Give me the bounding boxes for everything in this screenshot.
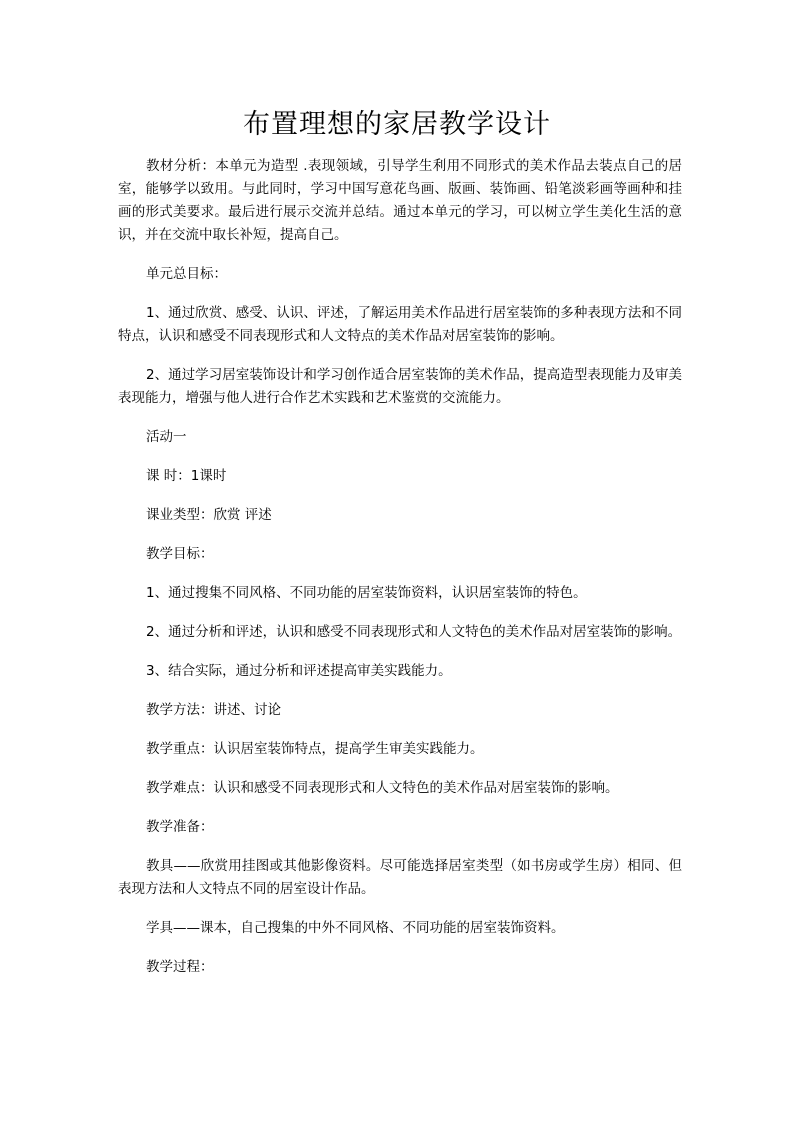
paragraph-teaching-goals-heading: 教学目标： [146, 546, 214, 562]
paragraph-unit-goal-2: 2、通过学习居室装饰设计和学习创作适合居室装饰的美术作品，提高造型表现能力及审美表现能力，增强与他人进行合作艺术实践和艺术鉴赏的交流能力。 [118, 367, 682, 406]
paragraph-learning-aids: 学具——课本，自己搜集的中外不同风格、不同功能的居室装饰资料。 [146, 920, 565, 936]
paragraph-class-hours: 课 时：1课时 [146, 468, 227, 484]
paragraph-teaching-method: 教学方法：讲述、讨论 [146, 702, 281, 718]
paragraph-teaching-goal-3: 3、结合实际，通过分析和评述提高审美实践能力。 [146, 663, 452, 679]
paragraph-difficulty: 教学难点：认识和感受不同表现形式和人文特色的美术作品对居室装饰的影响。 [146, 780, 619, 796]
paragraph-unit-goals-heading: 单元总目标： [146, 266, 227, 282]
paragraph-preparation-heading: 教学准备： [146, 819, 214, 835]
paragraph-teaching-aids: 教具——欣赏用挂图或其他影像资料。尽可能选择居室类型（如书房或学生房）相同、但表现方法和人文特点不同的居室设计作品。 [118, 858, 682, 897]
paragraph-teaching-goal-1: 1、通过搜集不同风格、不同功能的居室装饰资料，认识居室装饰的特色。 [146, 585, 587, 601]
document-title: 布置理想的家居教学设计 [243, 109, 551, 140]
paragraph-teaching-goal-2: 2、通过分析和评述，认识和感受不同表现形式和人文特色的美术作品对居室装饰的影响。 [146, 624, 682, 640]
paragraph-key-point: 教学重点：认识居室装饰特点，提高学生审美实践能力。 [146, 741, 484, 757]
paragraph-lesson-type: 课业类型：欣赏 评述 [146, 507, 272, 523]
paragraph-process-heading: 教学过程： [146, 959, 214, 975]
paragraph-textbook-analysis: 教材分析：本单元为造型 .表现领域，引导学生利用不同形式的美术作品去装点自己的居室，能够学以致用。与此同时，学习中国写意花鸟画、版画、装饰画、铅笔淡彩画等画种和挂画的形式美要求。最后进行展示交流并总结。通过本单元的学习，可以树立学生美化生活的意识，并在交流中取长补短，提高自己。 [118, 158, 682, 243]
document-body [118, 155, 682, 979]
paragraph-unit-goal-1: 1、通过欣赏、感受、认识、评述，了解运用美术作品进行居室装饰的多种表现方法和不同特点，认识和感受不同表现形式和人文特点的美术作品对居室装饰的影响。 [118, 305, 682, 344]
paragraph-activity-one: 活动一 [146, 429, 187, 445]
